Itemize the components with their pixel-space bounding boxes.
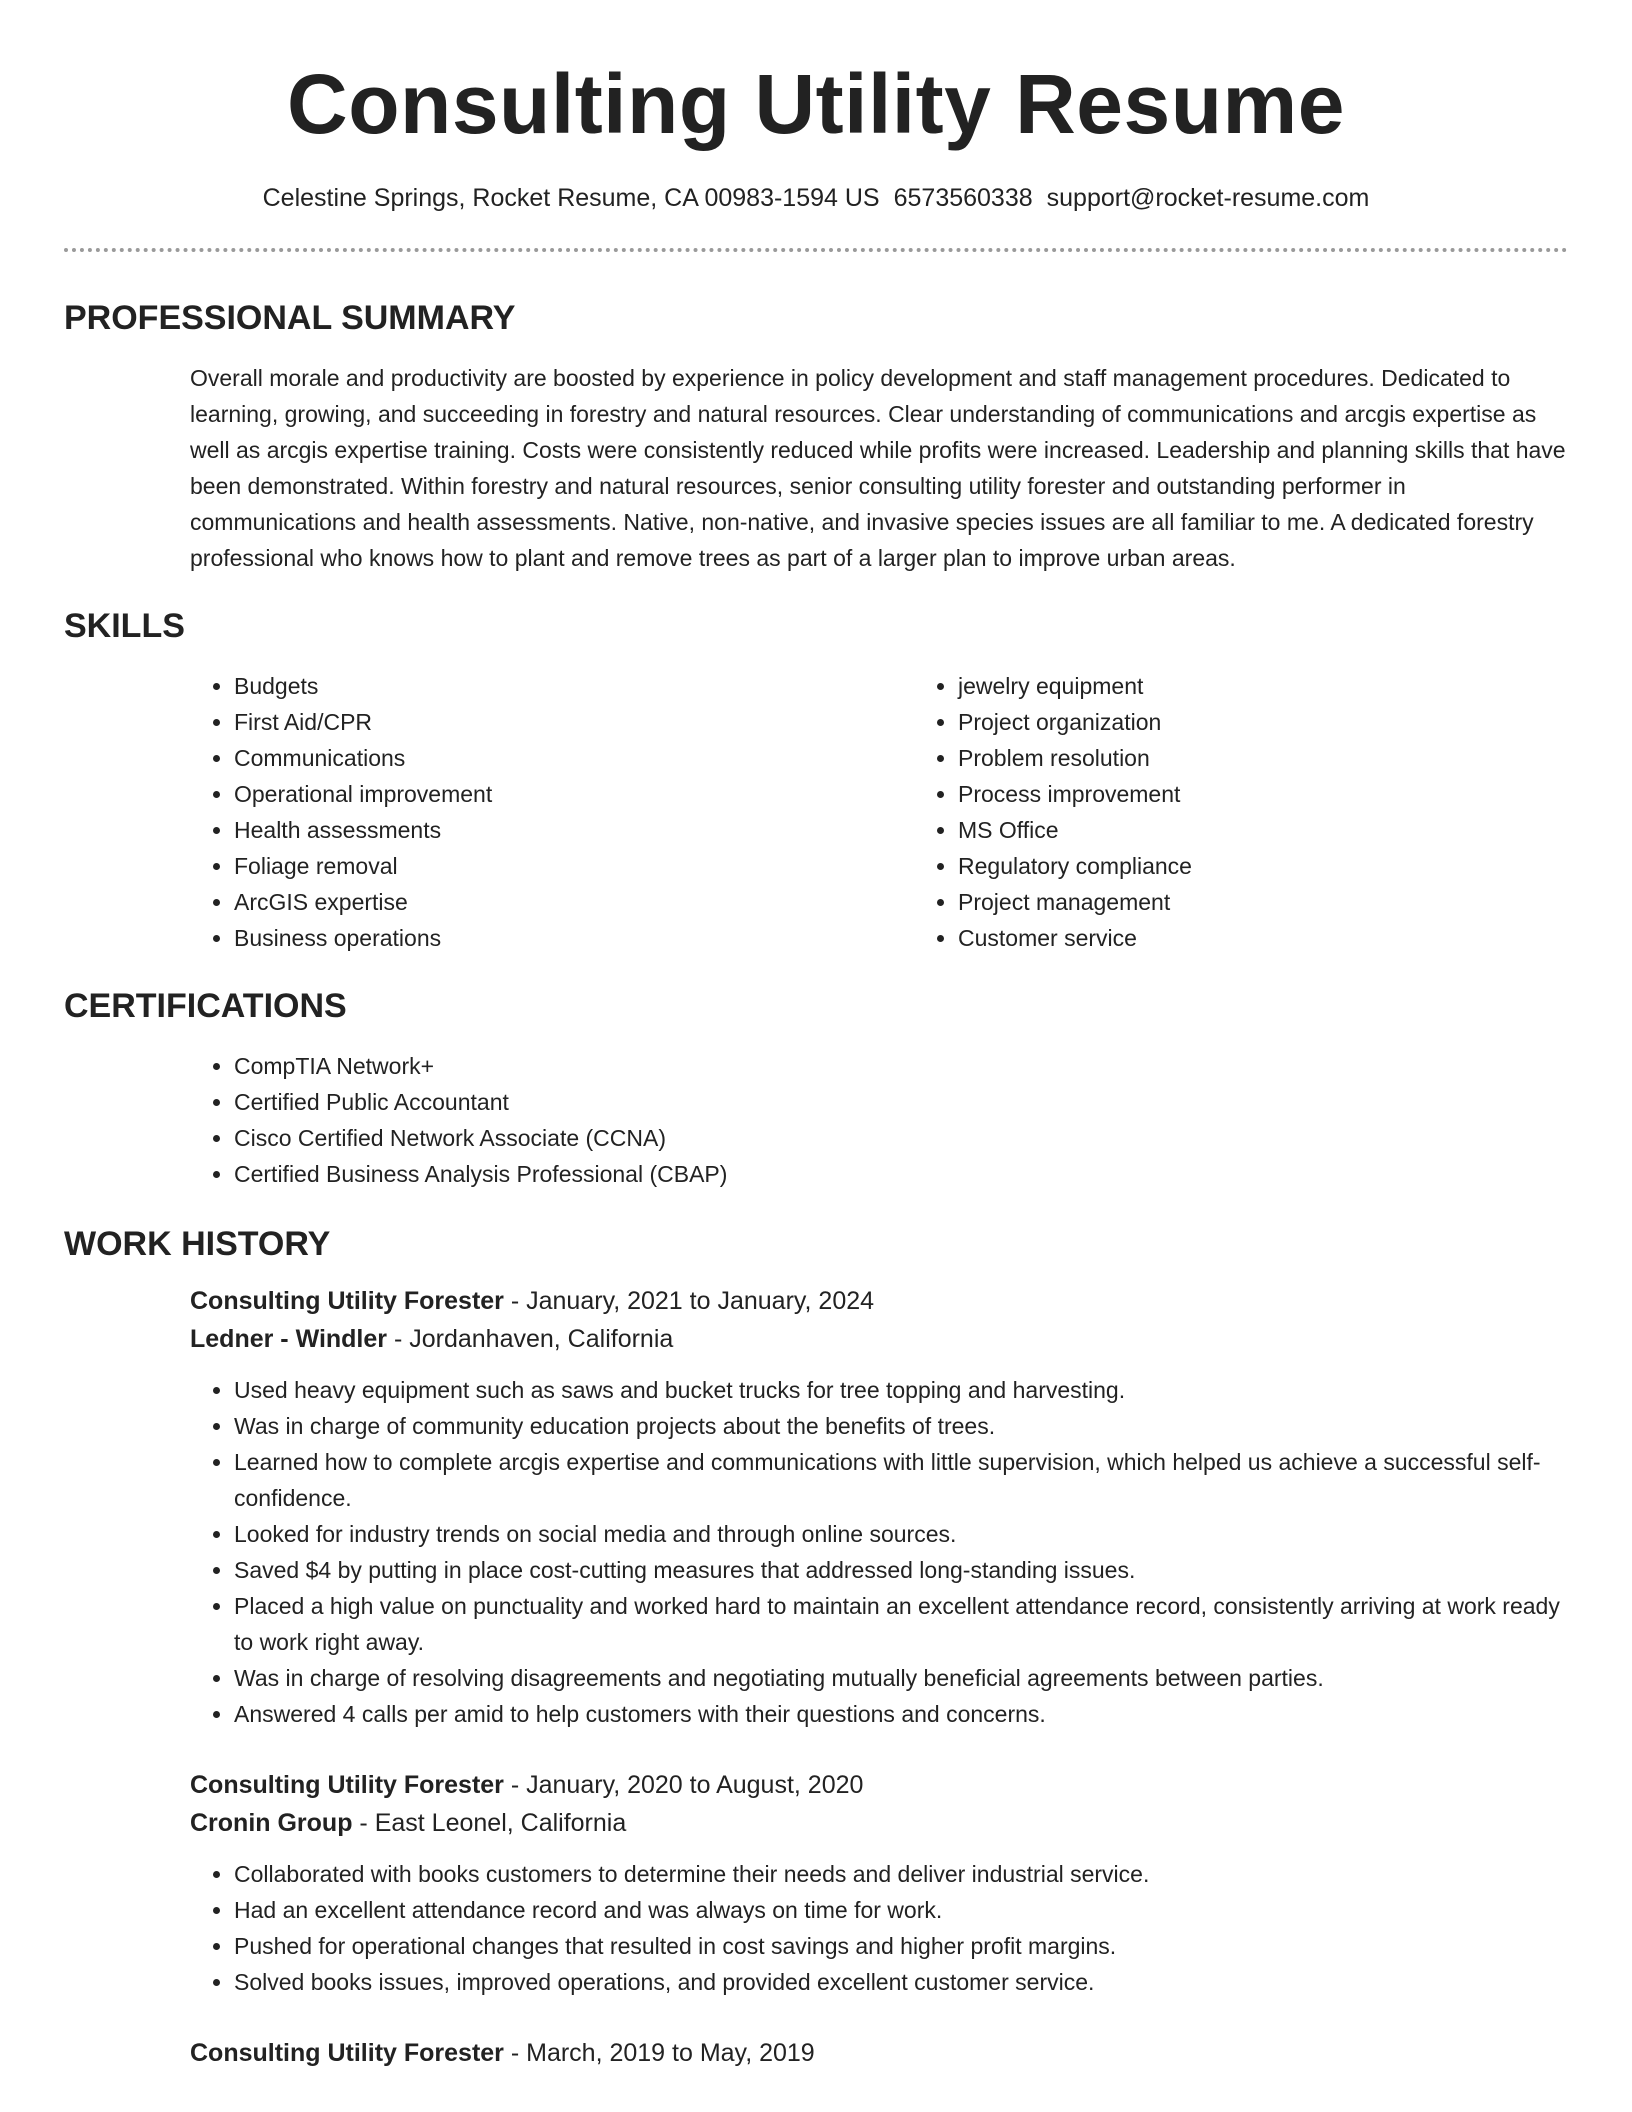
section-heading-work-history: WORK HISTORY <box>64 1225 331 1263</box>
job-title-line <box>190 1282 1568 1320</box>
list-item: • Collaborated with books customers to determine their needs and deliver industrial service. <box>234 1856 1568 1892</box>
skills-list-left <box>190 668 914 956</box>
job-bullets <box>190 1372 1568 1732</box>
list-item: • Was in charge of resolving disagreements and negotiating mutually beneficial agreements between parties. <box>234 1660 1568 1696</box>
job-dates: - January, 2020 to August, 2020 <box>503 1771 864 1799</box>
contact-line <box>64 180 1568 216</box>
job-title: Consulting Utility Forester <box>190 1771 504 1799</box>
job-location: - East Leonel, California <box>352 1809 627 1837</box>
job-title: Consulting Utility Forester <box>190 1287 504 1315</box>
summary-text: Overall morale and productivity are boosted by experience in policy development and staff management procedures. Dedicated to learning, growing, and succeeding in forestry and natural resources. Clear understanding of communications and arcgis expertise as well as arcgis expertise training. Costs were consistently reduced while profits were increased. Leadership and planning skills that have been demonstrated. Within forestry and natural resources, senior consulting utility forester and outstanding performer in communications and health assessments. Native, non-native, and invasive species issues are all familiar to me. A dedicated forestry professional who knows how to plant and remove trees as part of a larger plan to improve urban areas. <box>190 365 1566 571</box>
job-title: Consulting Utility Forester <box>190 2039 504 2067</box>
list-item: • Budgets <box>234 668 914 704</box>
list-item: • CompTIA Network+ <box>234 1048 1568 1084</box>
list-item: • Operational improvement <box>234 776 914 812</box>
section-certifications <box>64 984 1568 1192</box>
resume-page <box>64 0 1568 2072</box>
list-item: • Answered 4 calls per amid to help customers with their questions and concerns. <box>234 1696 1568 1732</box>
job-dates: - March, 2019 to May, 2019 <box>503 2039 815 2067</box>
skills-list-right <box>914 668 1192 956</box>
section-professional-summary <box>64 296 1568 576</box>
job-company: Ledner - Windler <box>190 1325 388 1353</box>
list-item: • Saved $4 by putting in place cost-cutting measures that addressed long-standing issues. <box>234 1552 1568 1588</box>
job-title-line <box>190 2034 1568 2072</box>
list-item: • Used heavy equipment such as saws and bucket trucks for tree topping and harvesting. <box>234 1372 1568 1408</box>
job-entry <box>190 2034 1568 2072</box>
job-location: - Jordanhaven, California <box>387 1325 674 1353</box>
job-dates: - January, 2021 to January, 2024 <box>503 1287 875 1315</box>
job-entry <box>190 1282 1568 1732</box>
list-item: • Problem resolution <box>958 740 1192 776</box>
job-company-line <box>190 1320 1568 1358</box>
header-divider <box>64 248 1568 252</box>
list-item: • Project management <box>958 884 1192 920</box>
list-item: • First Aid/CPR <box>234 704 914 740</box>
list-item: • Customer service <box>958 920 1192 956</box>
list-item: • Certified Public Accountant <box>234 1084 1568 1120</box>
job-entry <box>190 1766 1568 2000</box>
section-heading-certifications: CERTIFICATIONS <box>64 987 347 1025</box>
list-item: • Learned how to complete arcgis expertise and communications with little supervision, which helped us achieve a successful self-confidence. <box>234 1444 1568 1516</box>
list-item: • ArcGIS expertise <box>234 884 914 920</box>
list-item: • Regulatory compliance <box>958 848 1192 884</box>
list-item: • Business operations <box>234 920 914 956</box>
list-item: • Foliage removal <box>234 848 914 884</box>
contact-email[interactable]: support@rocket-resume.com <box>1046 184 1370 212</box>
list-item: • Pushed for operational changes that resulted in cost savings and higher profit margins. <box>234 1928 1568 1964</box>
list-item: • jewelry equipment <box>958 668 1192 704</box>
list-item: • Looked for industry trends on social media and through online sources. <box>234 1516 1568 1552</box>
list-item: • Communications <box>234 740 914 776</box>
list-item: • MS Office <box>958 812 1192 848</box>
list-item: • Certified Business Analysis Professional (CBAP) <box>234 1156 1568 1192</box>
list-item: • Had an excellent attendance record and was always on time for work. <box>234 1892 1568 1928</box>
section-work-history <box>64 1222 1568 2072</box>
job-company: Cronin Group <box>190 1809 353 1837</box>
list-item: • Solved books issues, improved operations, and provided excellent customer service. <box>234 1964 1568 2000</box>
list-item: • Health assessments <box>234 812 914 848</box>
certifications-list <box>190 1048 1568 1192</box>
section-heading-skills: SKILLS <box>64 607 185 645</box>
job-title-line <box>190 1766 1568 1804</box>
job-company-line <box>190 1804 1568 1842</box>
skills-columns <box>190 668 1568 956</box>
contact-phone: 6573560338 <box>893 184 1033 212</box>
list-item: • Placed a high value on punctuality and worked hard to maintain an excellent attendance record, consistently arriving at work ready to work right away. <box>234 1588 1568 1660</box>
list-item: • Project organization <box>958 704 1192 740</box>
list-item: • Cisco Certified Network Associate (CCNA) <box>234 1120 1568 1156</box>
contact-address: Celestine Springs, Rocket Resume, CA 00983-1594 US <box>262 184 880 212</box>
job-bullets <box>190 1856 1568 2000</box>
section-heading-summary: PROFESSIONAL SUMMARY <box>64 299 516 337</box>
resume-title: Consulting Utility Resume <box>287 57 1345 151</box>
section-skills <box>64 604 1568 956</box>
list-item: • Was in charge of community education projects about the benefits of trees. <box>234 1408 1568 1444</box>
list-item: • Process improvement <box>958 776 1192 812</box>
